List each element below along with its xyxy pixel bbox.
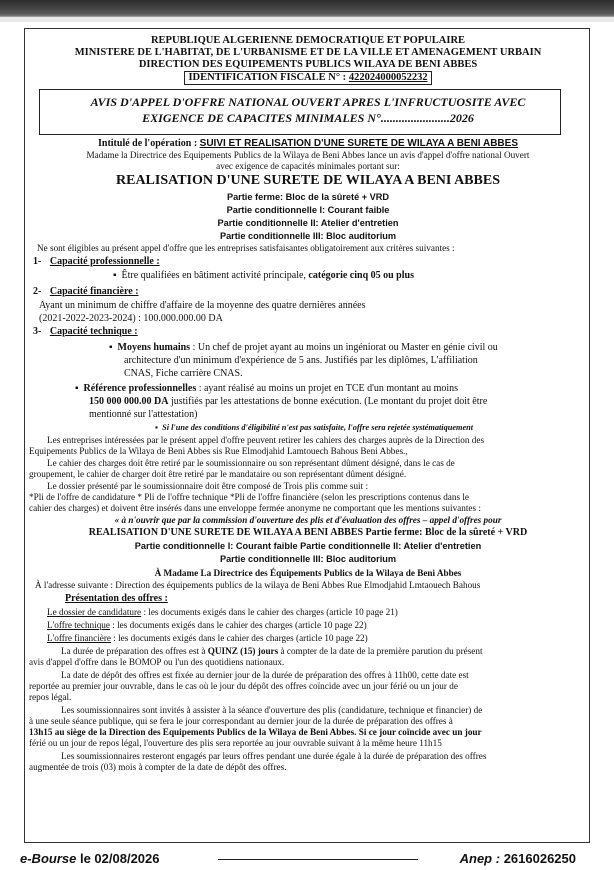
operation-label: Intitulé de l'opération :: [97, 138, 198, 149]
operation-intro-1: Madame la Directrice des Equipements Publics de la Wilaya de Beni Abbes lance un avis d'appel d'offre national Ouvert: [86, 150, 530, 160]
criterion-1-category: catégorie cinq 05 ou plus: [308, 270, 414, 281]
criterion-3-number: 3-: [33, 326, 42, 337]
dossier-line-3: cahier des charges) et doivent être insérés dans une enveloppe fermée anonyme ne comportant que les mentions suivantes :: [29, 503, 481, 513]
eligibility-warning: ▪ Si l'une des conditions d'éligibilité n'est pas satisfaite, l'offre sera rejetée systématiquement: [155, 423, 474, 432]
notice-title-line-2: EXIGENCE DE CAPACITES MINIMALES N°.......................2026: [142, 111, 474, 125]
deposit-line-2: reportée au premier jour ouvrable, dans le cas où le jour du dépôt des offres coïncide avec un jour férié ou un jour de: [29, 681, 458, 691]
criterion-2-title: Capacité financière :: [49, 286, 139, 297]
notice-document: [24, 28, 590, 843]
references-amount: 150 000 000.00 DA: [89, 396, 169, 407]
duration-line-1: La durée de préparation des offres est à QUINZ (15) jours à compter de la date de la première parution du présent: [61, 646, 483, 656]
opening-line-1: Les soumissionnaires sont invités à assister à la séance d'ouverture des plis (candidature, technique et financier) de: [61, 705, 483, 715]
retrieval-line-1: Les entreprises intéressées par le présent appel d'offre peuvent retirer les cahiers des charges auprès de la Direction des: [47, 435, 485, 445]
criterion-1-number: 1-: [33, 256, 42, 267]
fiscal-id: [25, 71, 590, 85]
address-line: À l'adresse suivante : Direction des équipements publics de la wilaya de Beni Abbes Rue Elmodjahid Lmtaouech Bahous: [35, 580, 481, 590]
duration-line-2: avis d'appel d'offre dans le BOMOP ou l'un des quotidiens nationaux.: [29, 657, 285, 667]
part-cond-1: Partie conditionnelle I: Courant faible: [226, 205, 390, 215]
criterion-1-text-a: Être qualifiées en bâtiment activité principale,: [121, 270, 309, 281]
footer: [0, 846, 614, 870]
footer-rule: [218, 859, 418, 860]
references-line-1: ▪ Référence professionnelles : ayant réalisé au moins un projet en TCE d'un montant au moins: [75, 383, 459, 394]
presentation-financiere-label: L'offre financière: [47, 633, 111, 643]
moyens-humains-line-2: architecture d'un minimum d'expérience de 5 ans. Justifiés par les diplômes, L'affiliation: [124, 355, 478, 366]
criterion-3-title: Capacité technique :: [49, 326, 138, 337]
envelope-line-4: Partie conditionnelle III: Bloc auditorium: [219, 554, 397, 564]
fiscal-label: IDENTIFICATION FISCALE N° :: [188, 72, 347, 83]
presentation-title: Présentation des offres :: [65, 593, 168, 604]
presentation-technique-label: L'offre technique: [47, 620, 110, 630]
operation-value: SUIVI ET REALISATION D'UNE SURETE DE WILAYA A BENI ABBES: [199, 138, 518, 149]
presentation-candidature-label: Le dossier de candidature: [47, 607, 142, 617]
opening-line-2: à une seule séance publique, qui se fera le jour correspondant au dernier jour de la durée de préparation des offres à: [29, 716, 453, 726]
top-scan-band: [0, 0, 614, 22]
footer-date: le 02/08/2026: [76, 851, 160, 866]
opening-line-4: férié ou un jour de repos légal, l'ouverture des plis sera reportée au jour ouvrable suivant à la même heure 11h15: [29, 738, 442, 748]
references-line-3: mentionné sur l'attestation): [89, 409, 198, 420]
deposit-line-3: repos légal.: [29, 692, 72, 702]
moyens-humains-line-1: ▪ Moyens humains : Un chef de projet ayant au moins un ingéniorat ou Master en génie civil ou: [109, 342, 498, 353]
specs-line-2: groupement, le cahier de charger doit être retiré par le mandataire ou son représentant dûment désigné.: [29, 469, 407, 479]
retrieval-line-2: Equipements Publics de la Wilaya de Beni Abbes sis Rue Elmodjahid Lamtouech Bahous Beni Abbes.,: [29, 446, 408, 456]
presentation-candidature: Le dossier de candidature : les documents exigés dans le cahier des charges (article 10 page 21): [47, 607, 398, 617]
notice-title-line-1: AVIS D'APPEL D'OFFRE NATIONAL OUVERT APRES L'INFRUCTUOSITE AVEC: [90, 95, 526, 109]
criterion-1-title: Capacité professionnelle :: [49, 256, 160, 267]
footer-anep-label: Anep :: [459, 851, 504, 866]
presentation-financiere: L'offre financière : les documents exigés dans le cahier des charges (article 10 page 22): [47, 633, 368, 643]
commitment-line-1: Les soumissionnaires resteront engagés par leurs offres pendant une durée égale à la durée de préparation des offres: [61, 751, 487, 761]
part-ferme: Partie ferme: Bloc de la sûreté + VRD: [226, 192, 390, 202]
specs-line-1: Le cahier des charges doit être retiré par le soumissionnaire ou son représentant dûment désigné, dans le cas de: [47, 458, 455, 468]
envelope-line-2: REALISATION D'UNE SURETE DE WILAYA A BENI ABBES Partie ferme: Bloc de la sûreté + VRD: [88, 527, 528, 538]
footer-source-name: e-Bourse: [20, 851, 77, 866]
criterion-2-line-2: (2021-2022-2023-2024) : 100.000.000.00 DA: [39, 313, 223, 324]
deposit-line-1: La date de dépôt des offres est fixée au dernier jour de la durée de préparation des offres à 11h00, cette date est: [61, 670, 469, 680]
criterion-2-number: 2-: [33, 286, 42, 297]
footer-anep-number: 2616026250: [503, 851, 576, 866]
footer-source: [20, 851, 160, 866]
criterion-2-heading: [33, 286, 590, 298]
main-title: REALISATION D'UNE SURETE DE WILAYA A BENI ABBES: [116, 173, 500, 188]
dossier-line-1: Le dossier présenté par le soumissionnaire doit être composé de Trois plis comme suit :: [47, 481, 368, 491]
criterion-2-line-1: Ayant un minimum de chiffre d'affaire de la moyenne des quatre dernières années: [39, 300, 366, 311]
presentation-technique: L'offre technique : les documents exigés dans le cahier des charges (article 10 page 22): [47, 620, 367, 630]
address-title: À Madame La Directrice des Équipements Publics de la Wilaya de Beni Abbes: [154, 568, 462, 578]
part-cond-2: Partie conditionnelle II: Atelier d'entretien: [217, 218, 399, 228]
criterion-3-heading: [33, 326, 590, 338]
moyens-humains-line-3: CNAS, Fiche carrière CNAS.: [124, 368, 243, 379]
moyens-humains-label: Moyens humains: [117, 342, 191, 353]
envelope-line-3: Partie conditionnelle I: Courant faible Partie conditionnelle II: Atelier d'entretien: [134, 541, 482, 551]
operation-line: [25, 138, 590, 150]
footer-anep: [460, 851, 576, 866]
references-label: Référence professionnelles: [83, 383, 197, 394]
envelope-line-1: « à n'ouvrir que par la commission d'ouverture des plis et d'évaluation des offres – appel d'offres pour: [114, 515, 502, 525]
operation-intro-2: avec exigence de capacités minimales portant sur:: [216, 161, 400, 171]
header-line-1: REPUBLIQUE ALGERIENNE DEMOCRATIQUE ET POPULAIRE: [150, 35, 466, 46]
criterion-1-heading: [33, 256, 590, 268]
references-line-2: 150 000 000.00 DA justifiés par les attestations de bonne exécution. (Le montant du projet doit être: [89, 396, 488, 407]
fiscal-value: 422024000052232: [348, 72, 428, 83]
dossier-line-2: *Pli de l'offre de candidature * Pli de l'offre technique *Pli de l'offre financière (selon les prescriptions contenus dans le: [29, 492, 469, 502]
header-line-2: MINISTERE DE L'HABITAT, DE L'URBANISME ET DE LA VILLE ET AMENAGEMENT URBAIN: [74, 47, 542, 58]
header-line-3: DIRECTION DES EQUIPEMENTS PUBLICS WILAYA DE BENI ABBES: [138, 59, 478, 70]
eligibility-intro: Ne sont éligibles au présent appel d'offre que les entreprises satisfaisantes obligatoirement aux critères suivantes :: [37, 243, 455, 253]
part-cond-3: Partie conditionnelle III: Bloc auditorium: [219, 231, 397, 241]
duration-days: QUINZ (15) jours: [207, 646, 279, 656]
opening-line-3: 13h15 au siège de la Direction des Equipements Publics de la Wilaya de Beni Abbes. Si ce jour coïncide avec un jour: [29, 727, 482, 737]
criterion-1-text: ▪ Être qualifiées en bâtiment activité principale, catégorie cinq 05 ou plus: [113, 270, 414, 281]
commitment-line-2: augmentée de trois (03) mois à compter de la date de dépôt des offres.: [29, 762, 287, 772]
